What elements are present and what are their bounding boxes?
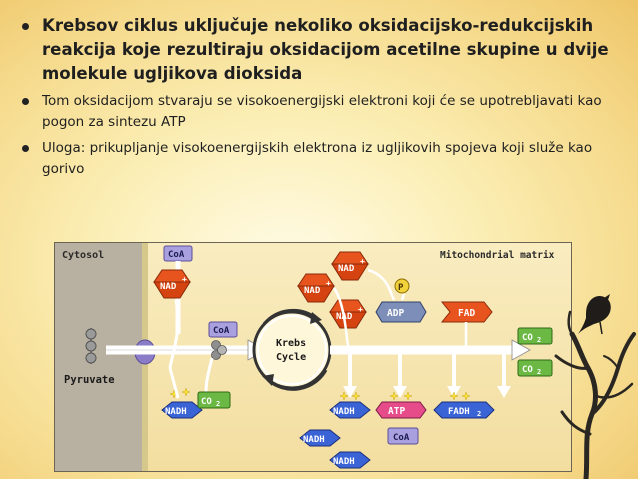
bullet-3 <box>18 138 630 180</box>
pyruvate-molecule <box>86 328 96 364</box>
fad-box <box>442 302 492 322</box>
krebs-label-2: Cycle <box>276 352 307 363</box>
krebs-cycle <box>254 310 330 389</box>
bullet-dot <box>22 23 29 30</box>
svg-text:+: + <box>358 305 363 314</box>
coa-box-bottom <box>388 428 418 444</box>
krebs-label-1: Krebs <box>276 338 307 349</box>
cytosol-label: Cytosol <box>62 250 105 261</box>
bullet-1-text: Krebsov ciklus uključuje nekoliko oksidacijsko-redukcijskih reakcija koje rezultiraju oksidacijom acetilne skupine u dvije molekule ugljikova dioksida <box>42 16 609 83</box>
krebs-diagram-svg <box>54 242 572 472</box>
svg-text:+: + <box>360 257 365 266</box>
matrix-label: Mitochondrial matrix <box>440 250 555 261</box>
svg-text:NADH: NADH <box>333 457 355 467</box>
tree-silhouette-icon <box>548 284 638 479</box>
svg-text:FADH: FADH <box>448 407 470 417</box>
bullet-2-text: Tom oksidacijom stvaraju se visokoenergijski elektroni koji će se upotrebljavati kao pogon za sintezu ATP <box>42 93 602 130</box>
bird-icon <box>578 294 611 334</box>
svg-text:NADH: NADH <box>303 435 325 445</box>
svg-text:CO: CO <box>522 333 533 343</box>
coa-label-mid: CoA <box>213 326 230 336</box>
svg-text:CoA: CoA <box>393 433 410 443</box>
svg-text:+: + <box>182 275 187 284</box>
bullet-2 <box>18 91 630 133</box>
bullet-1 <box>18 14 630 86</box>
svg-text:ADP: ADP <box>387 308 405 319</box>
svg-text:NAD: NAD <box>304 286 321 296</box>
svg-text:NAD: NAD <box>336 312 353 322</box>
krebs-diagram <box>54 242 572 472</box>
co2-3 <box>518 360 552 376</box>
phosphate-label: P <box>398 283 404 293</box>
adp-box <box>376 302 426 322</box>
svg-text:NAD: NAD <box>160 282 177 292</box>
svg-text:CO: CO <box>201 397 212 407</box>
coa-label-top: CoA <box>168 250 185 260</box>
bullet-dot <box>22 145 29 152</box>
svg-text:2: 2 <box>216 400 221 408</box>
co2-2 <box>518 328 552 344</box>
svg-text:NAD: NAD <box>338 264 355 274</box>
svg-text:2: 2 <box>477 410 482 418</box>
svg-text:CO: CO <box>522 365 533 375</box>
svg-text:2: 2 <box>537 336 542 344</box>
co2-1 <box>198 392 230 408</box>
svg-text:+: + <box>326 279 331 288</box>
svg-text:ATP: ATP <box>388 406 406 417</box>
bullet-3-text: Uloga: prikupljanje visokoenergijskih elektrona iz ugljikovih spojeva koji služe kao gorivo <box>42 140 593 177</box>
svg-text:2: 2 <box>537 368 542 376</box>
svg-text:NADH: NADH <box>165 407 187 417</box>
svg-text:FAD: FAD <box>458 308 476 319</box>
svg-text:NADH: NADH <box>333 407 355 417</box>
slide-text <box>18 14 630 185</box>
bullet-dot <box>22 98 29 105</box>
pyruvate-label: Pyruvate <box>64 374 115 386</box>
